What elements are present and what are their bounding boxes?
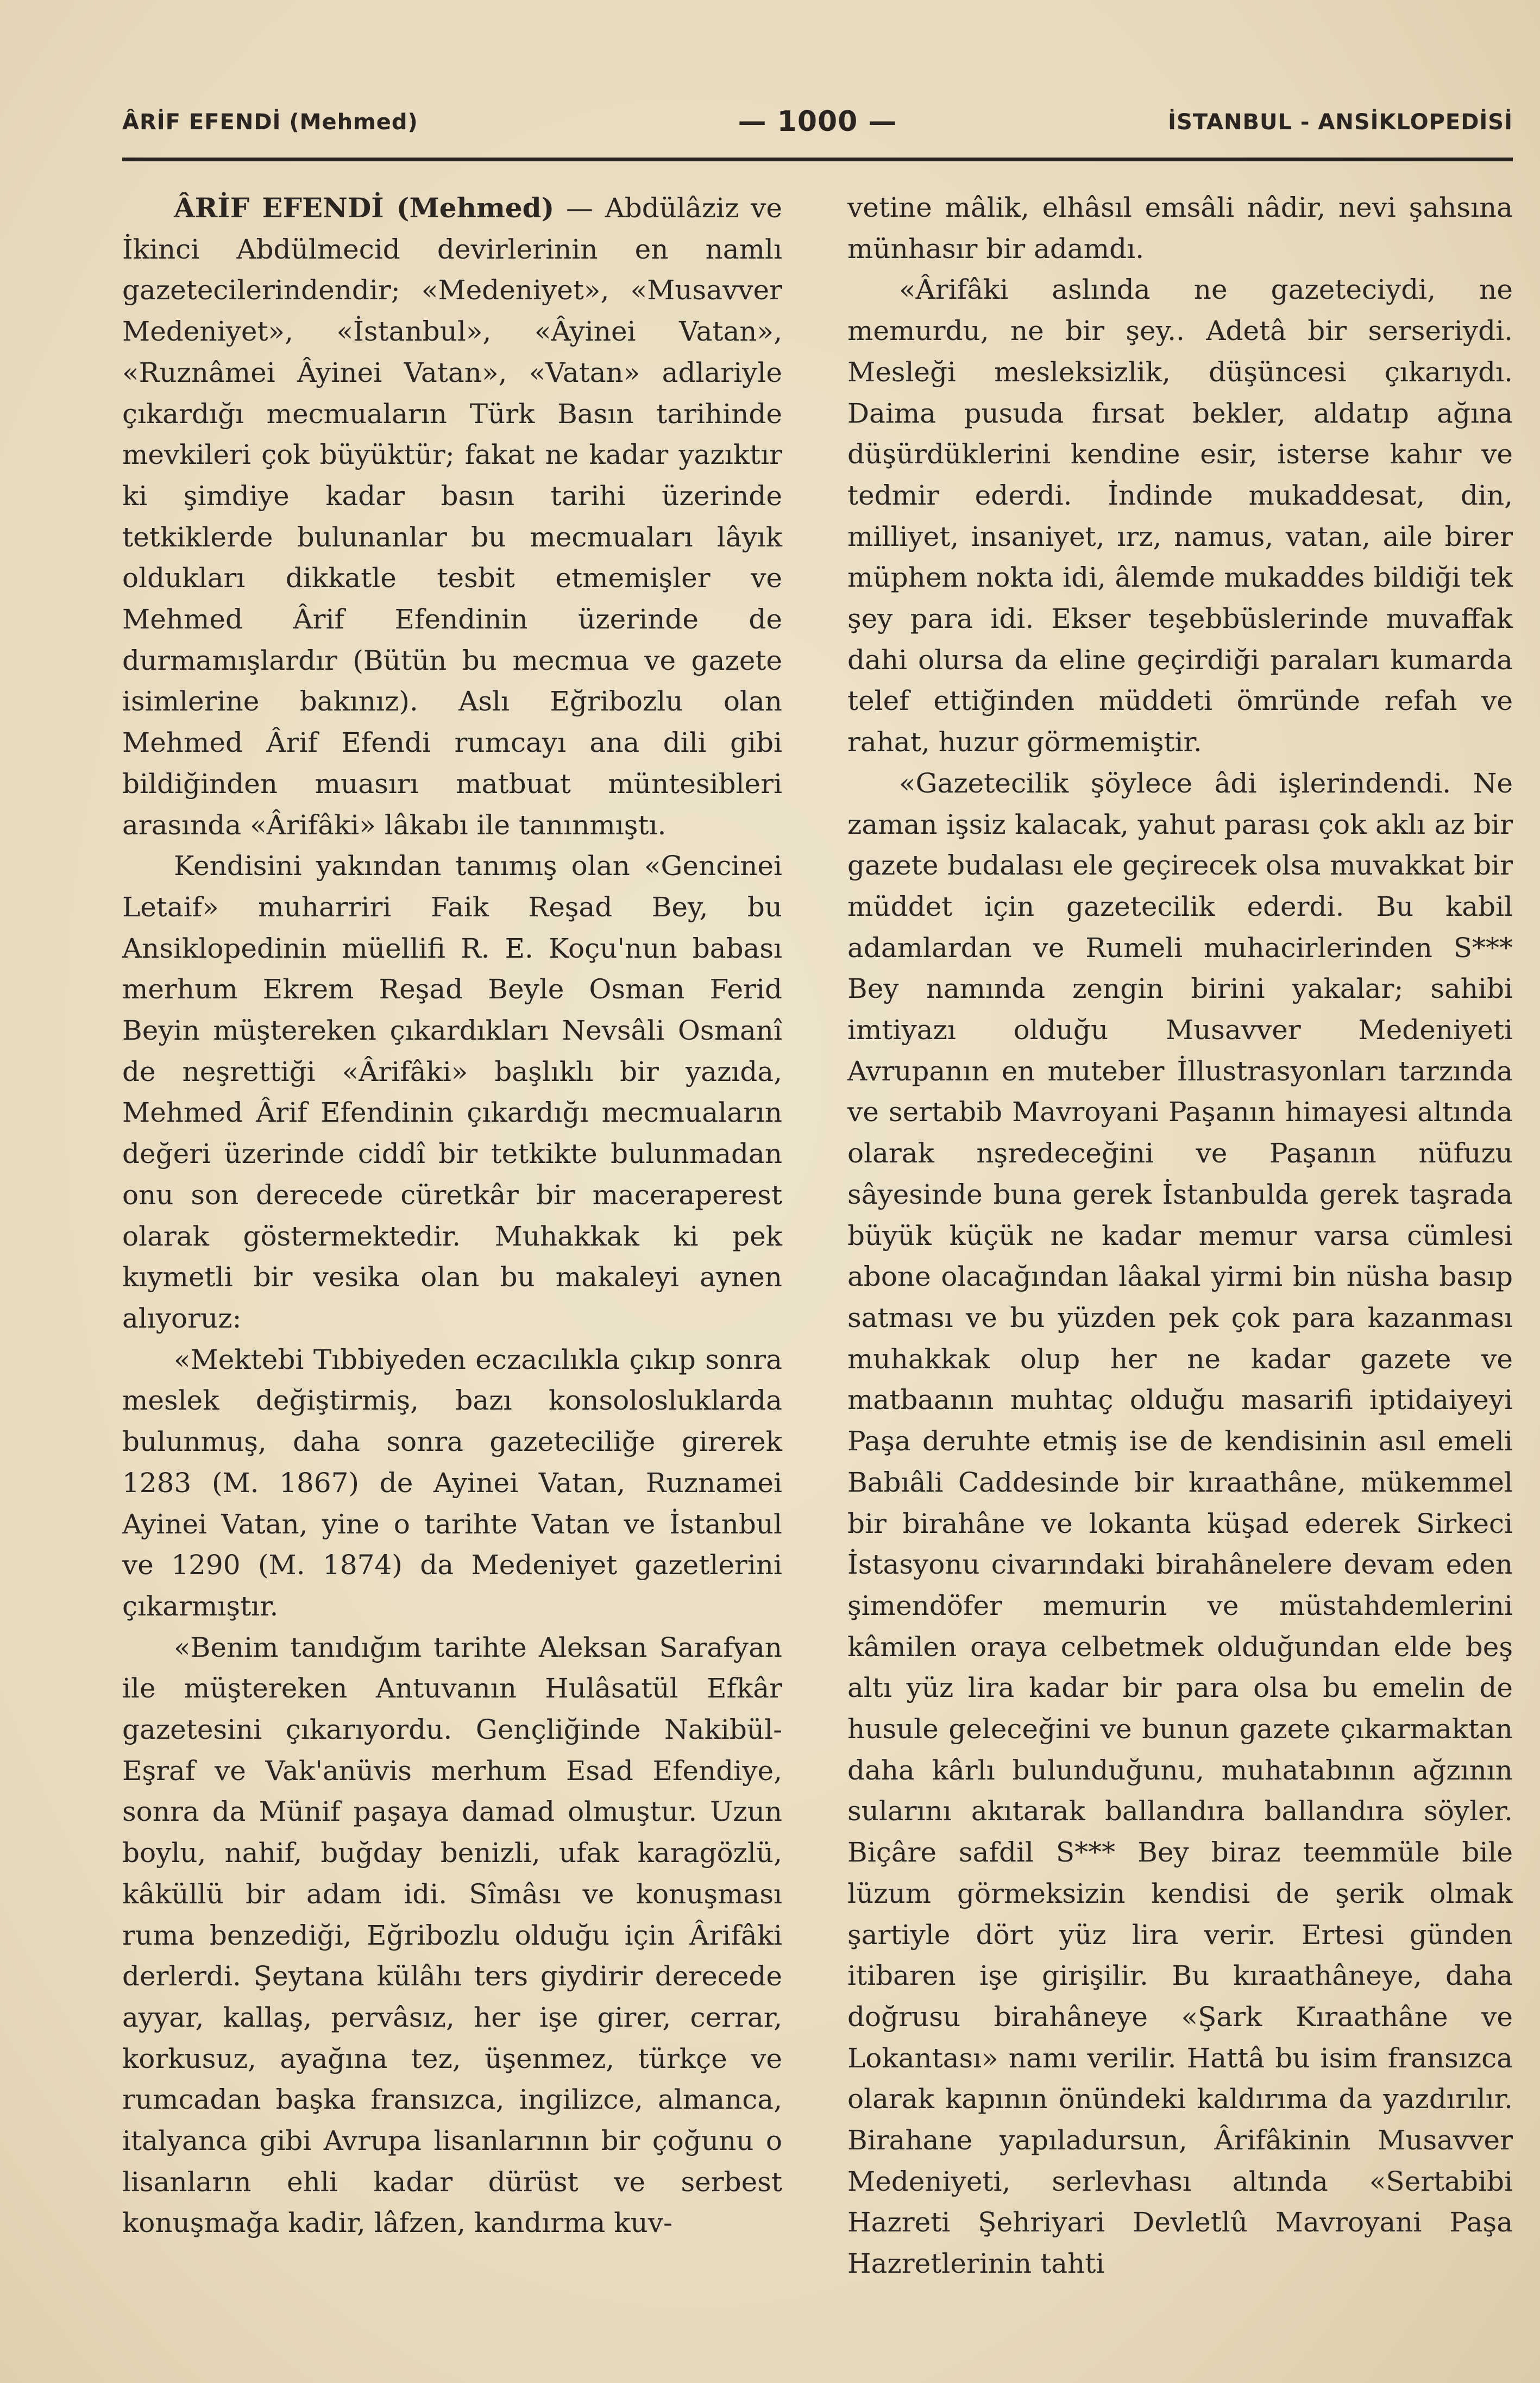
- right-column: [847, 187, 1513, 2333]
- paragraph: «Ârifâki aslında ne gazeteciydi, ne memurdu, ne bir şey.. Adetâ bir serseriydi. Mesleği mesleksizlik, düşüncesi çıkarıydı. Daima pusuda fırsat bekler, aldatıp ağına düşürdüklerini kendine esir, isterse kahır ve tedmir ederdi. İndinde mukaddesat, din, milliyet, insaniyet, ırz, namus, vatan, aile birer müphem nokta idi, âlemde mukaddes bildiği tek şey para idi. Ekser teşebbüslerinde muvaffak dahi olursa da eline geçirdiği paraları kumarda telef ettiğinden müddeti ömründe refah ve rahat, huzur görmemiştir.: [847, 274, 1513, 758]
- paragraph: «Mektebi Tıbbiyeden eczacılıkla çıkıp sonra meslek değiştirmiş, bazı konsolosluklarda bulunmuş, daha sonra gazeteciliğe girerek 1283 (M. 1867) de Ayinei Vatan, Ruznamei Ayinei Vatan, yine o tarihte Vatan ve İstanbul ve 1290 (M. 1874) da Medeniyet gazetlerini çıkarmıştır.: [122, 1343, 782, 1622]
- article-headword: ÂRİF EFENDİ (Mehmed): [174, 192, 555, 224]
- paragraph: Kendisini yakından tanımış olan «Gencinei Letaif» muharriri Faik Reşad Bey, bu Ansiklopedinin müellifi R. E. Koçu'nun babası merhum Ekrem Reşad Beyle Osman Ferid Beyin müştereken çıkardıkları Nevsâli Osmanî de neşrettiği «Ârifâki» başlıklı bir yazıda, Mehmed Ârif Efendinin çıkardığı mecmuaların değeri üzerinde ciddî bir tetkikte bulunmadan onu son derecede cüretkâr bir maceraperest olarak göstermektedir. Muhakkak ki pek kıymetli bir vesika olan bu makaleyi aynen alıyoruz:: [122, 850, 782, 1334]
- running-title-right: İSTANBUL - ANSİKLOPEDİSİ: [1168, 110, 1513, 135]
- paragraph: «Gazetecilik şöylece âdi işlerindendi. Ne zaman işsiz kalacak, yahut parası çok aklı az bir gazete budalası ele geçirecek olsa muvakkat bir müddet için gazetecilik ederdi. Bu kabil adamlardan ve Rumeli muhacirlerinden S*** Bey namında zengin birini yakalar; sahibi imtiyazı olduğu Musavver Medeniyeti Avrupanın en muteber İllustrasyonları tarzında ve sertabib Mavroyani Paşanın himayesi altında olarak nşredeceğini ve Paşanın nüfuzu sâyesinde buna gerek İstanbulda gerek taşrada büyük küçük ne kadar memur varsa cümlesi abone olacağından lâakal yirmi bin nüsha basıp satması ve bu yüzden pek çok para kazanması muhakkak olup her ne kadar gazete ve matbaanın muhtaç olduğu masarifi iptidaiyeyi Paşa deruhte etmiş ise de kendisinin asıl emeli Babıâli Caddesinde bir kıraathâne, mükemmel bir birahâne ve lokanta küşad ederek Sirkeci İstasyonu civarındaki birahânelere devam eden şimendöfer memurin ve müstahdemlerini kâmilen oraya celbetmek olduğundan elde beş altı yüz lira kadar bir para olsa bu emelin de husule geleceğini ve bunun gazete çıkarmaktan daha kârlı bulunduğunu, muhatabının ağzının sularını akıtarak ballandıra ballandıra söyler. Biçâre safdil S*** Bey biraz teemmüle bile lüzum görmeksizin kendisi de şerik olmak şartiyle dört yüz lira verir. Ertesi günden itibaren işe girişilir. Bu kıraathâneye, daha doğrusu birahâneye «Şark Kıraathâne ve Lokantası» namı verilir. Hattâ bu isim fransızca olarak kapının önündeki kaldırıma da yazdırılır. Birahane yapıladursun, Ârifâkinin Musavver Medeniyeti, serlevhası altında «Sertabibi Hazreti Şehriyari Devletlû Mavroyani Paşa Hazretlerinin tahti: [847, 767, 1513, 2280]
- header-rule-right: [521, 158, 1513, 161]
- header-rule-left: [122, 158, 543, 161]
- article-opening-paragraph: [122, 187, 782, 846]
- page-number: — 1000 —: [738, 105, 897, 138]
- running-title-left: ÂRİF EFENDİ (Mehmed): [122, 110, 418, 135]
- paragraph-continued: vetine mâlik, elhâsıl emsâli nâdir, nevi şahsına münhasır bir adamdı.: [847, 192, 1513, 265]
- paragraph: «Benim tanıdığım tarihte Aleksan Sarafyan ile müştereken Antuvanın Hulâsatül Efkâr gazetesini çıkarıyordu. Gençliğinde Nakibül-Eşraf ve Vak'anüvis merhum Esad Efendiye, sonra da Münif paşaya damad olmuştur. Uzun boylu, nahif, buğday benizli, ufak karagözlü, kâküllü bir adam idi. Sîmâsı ve konuşması ruma benzediği, Eğribozlu olduğu için Ârifâki derlerdi. Şeytana külâhı ters giydirir derecede ayyar, kallaş, pervâsız, her işe girer, cerrar, korkusuz, ayağına tez, üşenmez, türkçe ve rumcadan başka fransızca, ingilizce, almanca, italyanca gibi Avrupa lisanlarının bir çoğunu o lisanların ehli kadar dürüst ve serbest konuşmağa kadir, lâfzen, kandırma kuv-: [122, 1631, 782, 2239]
- left-column: [122, 187, 782, 2333]
- running-header: [122, 105, 1513, 148]
- paragraph-text: — Abdülâziz ve İkinci Abdülmecid devirlerinin en namlı gazetecilerindendir; «Medeniyet», «Musavver Medeniyet», «İstanbul», «Âyinei Vatan», «Ruznâmei Âyinei Vatan», «Vatan» adlariyle çıkardığı mecmuaların Türk Basın tarihinde mevkileri çok büyüktür; fakat ne kadar yazıktır ki şimdiye kadar basın tarihi üzerinde tetkiklerde bulunanlar bu mecmuaları lâyık oldukları dikkatle tesbit etmemişler ve Mehmed Ârif Efendinin üzerinde de durmamışlardır (Bütün bu mecmua ve gazete isimlerine bakınız). Aslı Eğribozlu olan Mehmed Ârif Efendi rumcayı ana dili gibi bildiğinden muasırı matbuat müntesibleri arasında «Ârifâki» lâkabı ile tanınmıştı.: [122, 192, 782, 841]
